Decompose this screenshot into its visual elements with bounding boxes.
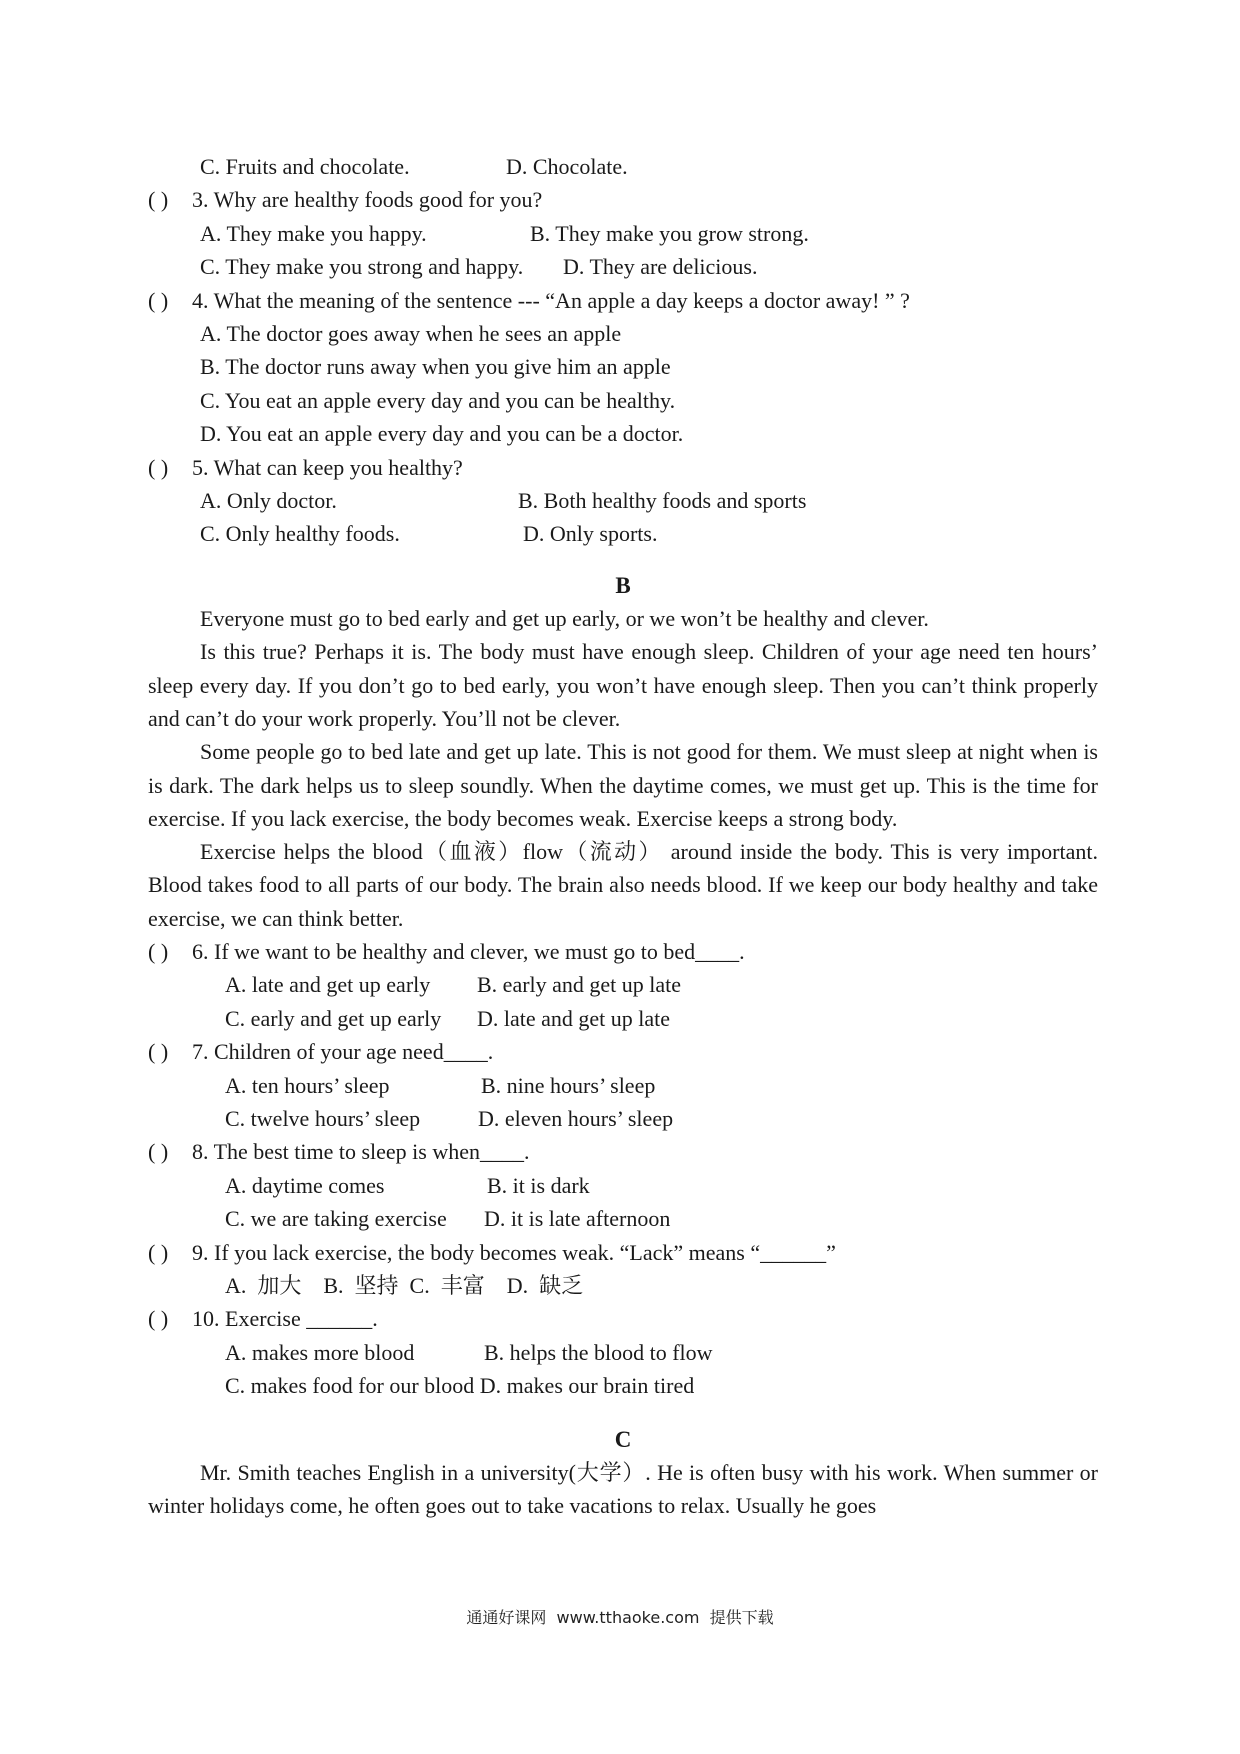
- exam-page: [148, 150, 1098, 1523]
- question-stem: 4. What the meaning of the sentence --- “An apple a day keeps a doctor away! ” ?: [192, 287, 910, 313]
- q3-option-b: B. They make you grow strong.: [530, 220, 809, 246]
- answer-blank[interactable]: ( ): [148, 454, 169, 480]
- question-stem: 5. What can keep you healthy?: [192, 454, 463, 480]
- q6-options-cd: [148, 1002, 1098, 1035]
- q3-options-ab: [148, 217, 1098, 250]
- q6-option-b: B. early and get up late: [477, 972, 682, 998]
- question-6: [148, 935, 1098, 968]
- passage-paragraph: Exercise helps the blood（血液）flow（流动） around inside the body. This is very important. Blood takes food to all parts of our body. The brain also needs blood. If we keep our body healthy and take exercise, we can think better.: [148, 839, 1098, 931]
- question-stem: 6. If we want to be healthy and clever, we must go to bed____.: [192, 939, 745, 965]
- question-5: [148, 451, 1098, 484]
- q7-option-d: D. eleven hours’ sleep: [478, 1106, 674, 1131]
- q8-options-ab: [148, 1169, 1098, 1202]
- question-3: [148, 183, 1098, 216]
- q5-option-a: A. Only doctor.: [200, 487, 337, 513]
- q5-option-d: D. Only sports.: [523, 521, 658, 547]
- passage-paragraph: Everyone must go to bed early and get up early, or we won’t be healthy and clever.: [200, 606, 929, 632]
- answer-blank[interactable]: ( ): [148, 1039, 169, 1065]
- answer-blank[interactable]: ( ): [148, 187, 169, 213]
- q2-option-c: C. Fruits and chocolate.: [200, 154, 410, 179]
- question-9: [148, 1236, 1098, 1269]
- q6-option-d: D. late and get up late: [477, 1005, 671, 1031]
- answer-blank[interactable]: ( ): [148, 939, 169, 965]
- question-stem: 7. Children of your age need____.: [192, 1039, 494, 1065]
- q10-option-a: A. makes more blood: [225, 1339, 415, 1365]
- answer-blank[interactable]: ( ): [148, 1139, 169, 1165]
- passage-paragraph: Mr. Smith teaches English in a university(大学）. He is often busy with his work. When summer or winter holidays come, he often goes out to take vacations to relax. Usually he goes: [148, 1459, 1098, 1519]
- q5-options-ab: [148, 484, 1098, 517]
- q3-options-cd: [148, 250, 1098, 283]
- q2-options: [148, 150, 1098, 183]
- q6-option-a: A. late and get up early: [225, 972, 431, 998]
- question-4: [148, 284, 1098, 317]
- q2-option-d: D. Chocolate.: [506, 154, 628, 179]
- q5-options-cd: [148, 517, 1098, 550]
- answer-blank[interactable]: ( ): [148, 1239, 169, 1265]
- q8-option-a: A. daytime comes: [225, 1172, 385, 1198]
- question-stem: 10. Exercise ______.: [192, 1306, 378, 1332]
- q9-options: A. 加大 B. 坚持 C. 丰富 D. 缺乏: [225, 1272, 584, 1298]
- question-7: [148, 1035, 1098, 1068]
- q4-option-b: B. The doctor runs away when you give him an apple: [200, 354, 671, 380]
- q10-options-cd: C. makes food for our blood D. makes our brain tired: [225, 1373, 695, 1399]
- q8-option-d: D. it is late afternoon: [484, 1206, 671, 1232]
- question-stem: 9. If you lack exercise, the body becomes weak. “Lack” means “______”: [192, 1239, 836, 1265]
- q7-options-ab: [148, 1069, 1098, 1102]
- section-c-heading: C: [614, 1426, 632, 1452]
- q8-option-b: B. it is dark: [487, 1172, 590, 1198]
- question-stem: 8. The best time to sleep is when____.: [192, 1139, 530, 1165]
- q3-option-c: C. They make you strong and happy.: [200, 254, 524, 280]
- q8-option-c: C. we are taking exercise: [225, 1206, 447, 1232]
- q6-option-c: C. early and get up early: [225, 1005, 442, 1031]
- question-10: [148, 1302, 1098, 1335]
- q10-option-b: B. helps the blood to flow: [484, 1339, 713, 1365]
- section-b-passage: [148, 602, 1098, 935]
- question-8: [148, 1135, 1098, 1168]
- q4-option-a: A. The doctor goes away when he sees an apple: [200, 320, 622, 346]
- q7-option-b: B. nine hours’ sleep: [481, 1072, 656, 1098]
- page-footer: 通通好课网 www.tthaoke.com 提供下载: [466, 1608, 774, 1627]
- q7-option-a: A. ten hours’ sleep: [225, 1072, 390, 1098]
- q10-options-ab: [148, 1336, 1098, 1369]
- q3-option-a: A. They make you happy.: [200, 220, 427, 246]
- passage-paragraph: Some people go to bed late and get up late. This is not good for them. We must sleep at night when is is dark. The dark helps us to sleep soundly. When the daytime comes, we must get up. This is the time for exercise. If you lack exercise, the body becomes weak. Exercise keeps a strong body.: [148, 739, 1098, 831]
- q5-option-c: C. Only healthy foods.: [200, 521, 400, 547]
- q7-options-cd: [148, 1102, 1098, 1135]
- section-c-passage: [148, 1456, 1098, 1523]
- q7-option-c: C. twelve hours’ sleep: [225, 1106, 421, 1131]
- q3-option-d: D. They are delicious.: [563, 254, 758, 280]
- q8-options-cd: [148, 1202, 1098, 1235]
- q6-options-ab: [148, 968, 1098, 1001]
- question-stem: 3. Why are healthy foods good for you?: [192, 187, 543, 213]
- q4-option-d: D. You eat an apple every day and you can be a doctor.: [200, 421, 684, 447]
- answer-blank[interactable]: ( ): [148, 287, 169, 313]
- answer-blank[interactable]: ( ): [148, 1306, 169, 1332]
- passage-paragraph: Is this true? Perhaps it is. The body must have enough sleep. Children of your age need ten hours’ sleep every day. If you don’t go to bed early, you won’t have enough sleep. Then you can’t think properly and can’t do your work properly. You’ll not be clever.: [148, 639, 1098, 731]
- q4-option-c: C. You eat an apple every day and you can be healthy.: [200, 387, 676, 413]
- section-b-heading: B: [615, 572, 631, 598]
- q5-option-b: B. Both healthy foods and sports: [518, 487, 807, 513]
